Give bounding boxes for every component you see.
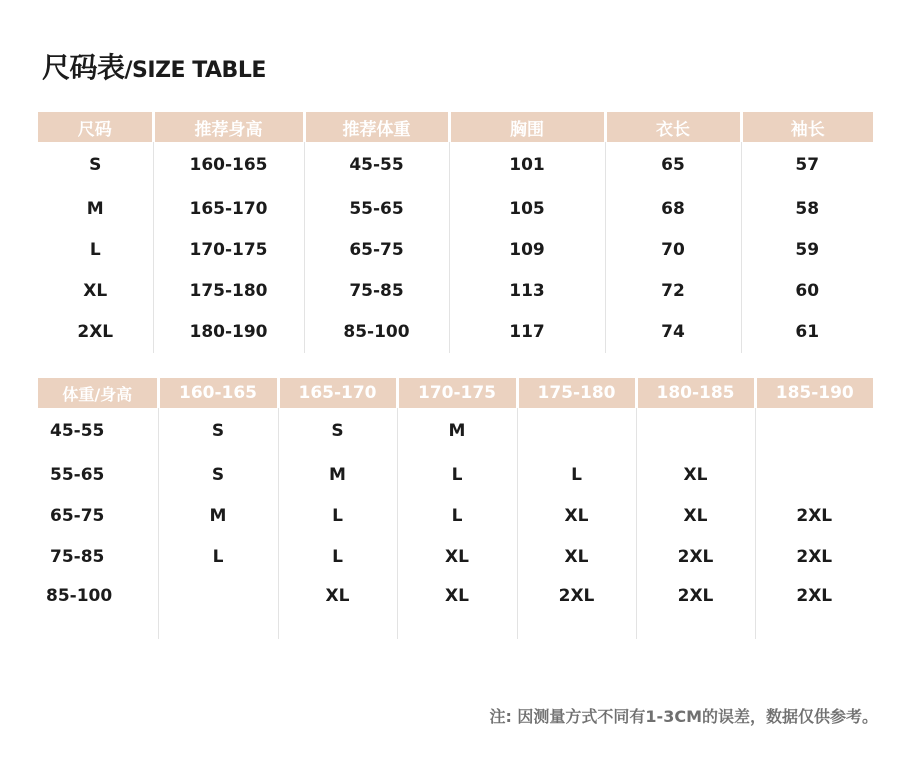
weight-range-cell: 45-55	[50, 421, 105, 441]
page-title	[42, 46, 266, 86]
footnote: 注: 因测量方式不同有1-3CM的误差，数据仅供参考。	[489, 707, 878, 726]
table-row	[38, 454, 873, 495]
title-main: 尺码表	[42, 51, 125, 84]
chest-cell: 105	[449, 188, 605, 229]
table-row	[38, 229, 873, 270]
weight-cell: 85-100	[304, 311, 449, 353]
weight-cell: 45-55	[304, 142, 449, 188]
table-row	[38, 536, 873, 577]
size-cell: M	[397, 408, 517, 454]
size-cell: 2XL	[755, 495, 873, 536]
title-sub: /SIZE TABLE	[124, 58, 266, 83]
size-cell: L	[278, 495, 397, 536]
table-row	[38, 188, 873, 229]
header-weight: 推荐体重	[304, 112, 449, 142]
size-cell: L	[397, 495, 517, 536]
header-weight-height: 体重/身高	[38, 378, 158, 408]
height-cell: 180-190	[153, 311, 304, 353]
weight-range-cell: 65-75	[50, 505, 105, 526]
weight-cell: 75-85	[304, 270, 449, 311]
size-cell: M	[86, 198, 104, 219]
size-cell: XL	[83, 280, 108, 301]
size-cell: M	[158, 495, 278, 536]
weight-range-cell: 55-65	[50, 464, 105, 485]
size-cell: XL	[397, 577, 517, 639]
size-cell: M	[278, 454, 397, 495]
height-cell: 165-170	[153, 188, 304, 229]
height-cell: 160-165	[153, 142, 304, 188]
header-height-range: 185-190	[755, 378, 873, 408]
weight-cell: 65-75	[304, 229, 449, 270]
sleeve-cell: 59	[741, 229, 873, 270]
weight-range-cell: 85-100	[46, 586, 113, 606]
size-cell: XL	[397, 536, 517, 577]
header-height-range: 160-165	[158, 378, 278, 408]
table-row	[38, 577, 873, 639]
length-cell: 74	[605, 311, 741, 353]
length-cell: 65	[605, 142, 741, 188]
size-cell: 2XL	[77, 322, 114, 342]
size-cell	[755, 408, 873, 454]
chest-cell: 117	[449, 311, 605, 353]
chest-cell: 109	[449, 229, 605, 270]
header-height-range: 170-175	[397, 378, 517, 408]
header-chest: 胸围	[449, 112, 605, 142]
recommend-table	[38, 378, 873, 639]
size-cell: L	[397, 454, 517, 495]
size-cell: L	[278, 536, 397, 577]
height-cell: 175-180	[153, 270, 304, 311]
header-size: 尺码	[38, 112, 153, 142]
size-cell: L	[89, 239, 101, 260]
size-cell: XL	[517, 536, 636, 577]
size-cell: 2XL	[755, 577, 873, 639]
size-cell: 2XL	[636, 536, 755, 577]
size-cell: 2XL	[755, 536, 873, 577]
size-table	[38, 112, 873, 353]
size-cell: XL	[517, 495, 636, 536]
height-cell: 170-175	[153, 229, 304, 270]
length-cell: 68	[605, 188, 741, 229]
size-cell: 2XL	[517, 577, 636, 639]
table-row	[38, 311, 873, 353]
size-cell: 2XL	[636, 577, 755, 639]
weight-range-cell: 75-85	[50, 546, 105, 567]
table-row	[38, 495, 873, 536]
size-cell: S	[158, 408, 278, 454]
header-height-range: 175-180	[517, 378, 636, 408]
size-cell	[158, 577, 278, 639]
size-cell	[517, 408, 636, 454]
header-height-range: 180-185	[636, 378, 755, 408]
header-height-range: 165-170	[278, 378, 397, 408]
size-table-header	[38, 112, 873, 142]
chest-cell: 101	[449, 142, 605, 188]
size-cell	[755, 454, 873, 495]
chest-cell: 113	[449, 270, 605, 311]
sleeve-cell: 57	[741, 142, 873, 188]
length-cell: 72	[605, 270, 741, 311]
sleeve-cell: 58	[741, 188, 873, 229]
size-cell: S	[158, 454, 278, 495]
table-row	[38, 408, 873, 454]
header-sleeve: 袖长	[741, 112, 873, 142]
size-cell: XL	[636, 454, 755, 495]
weight-cell: 55-65	[304, 188, 449, 229]
length-cell: 70	[605, 229, 741, 270]
size-cell: S	[278, 408, 397, 454]
header-length: 衣长	[605, 112, 741, 142]
sleeve-cell: 61	[741, 311, 873, 353]
size-cell: XL	[636, 495, 755, 536]
recommend-table-header	[38, 378, 873, 408]
header-height: 推荐身高	[153, 112, 304, 142]
sleeve-cell: 60	[741, 270, 873, 311]
table-row	[38, 142, 873, 188]
size-cell: L	[158, 536, 278, 577]
size-cell	[636, 408, 755, 454]
table-row	[38, 270, 873, 311]
size-cell: L	[517, 454, 636, 495]
size-cell: S	[89, 155, 102, 175]
size-cell: XL	[278, 577, 397, 639]
